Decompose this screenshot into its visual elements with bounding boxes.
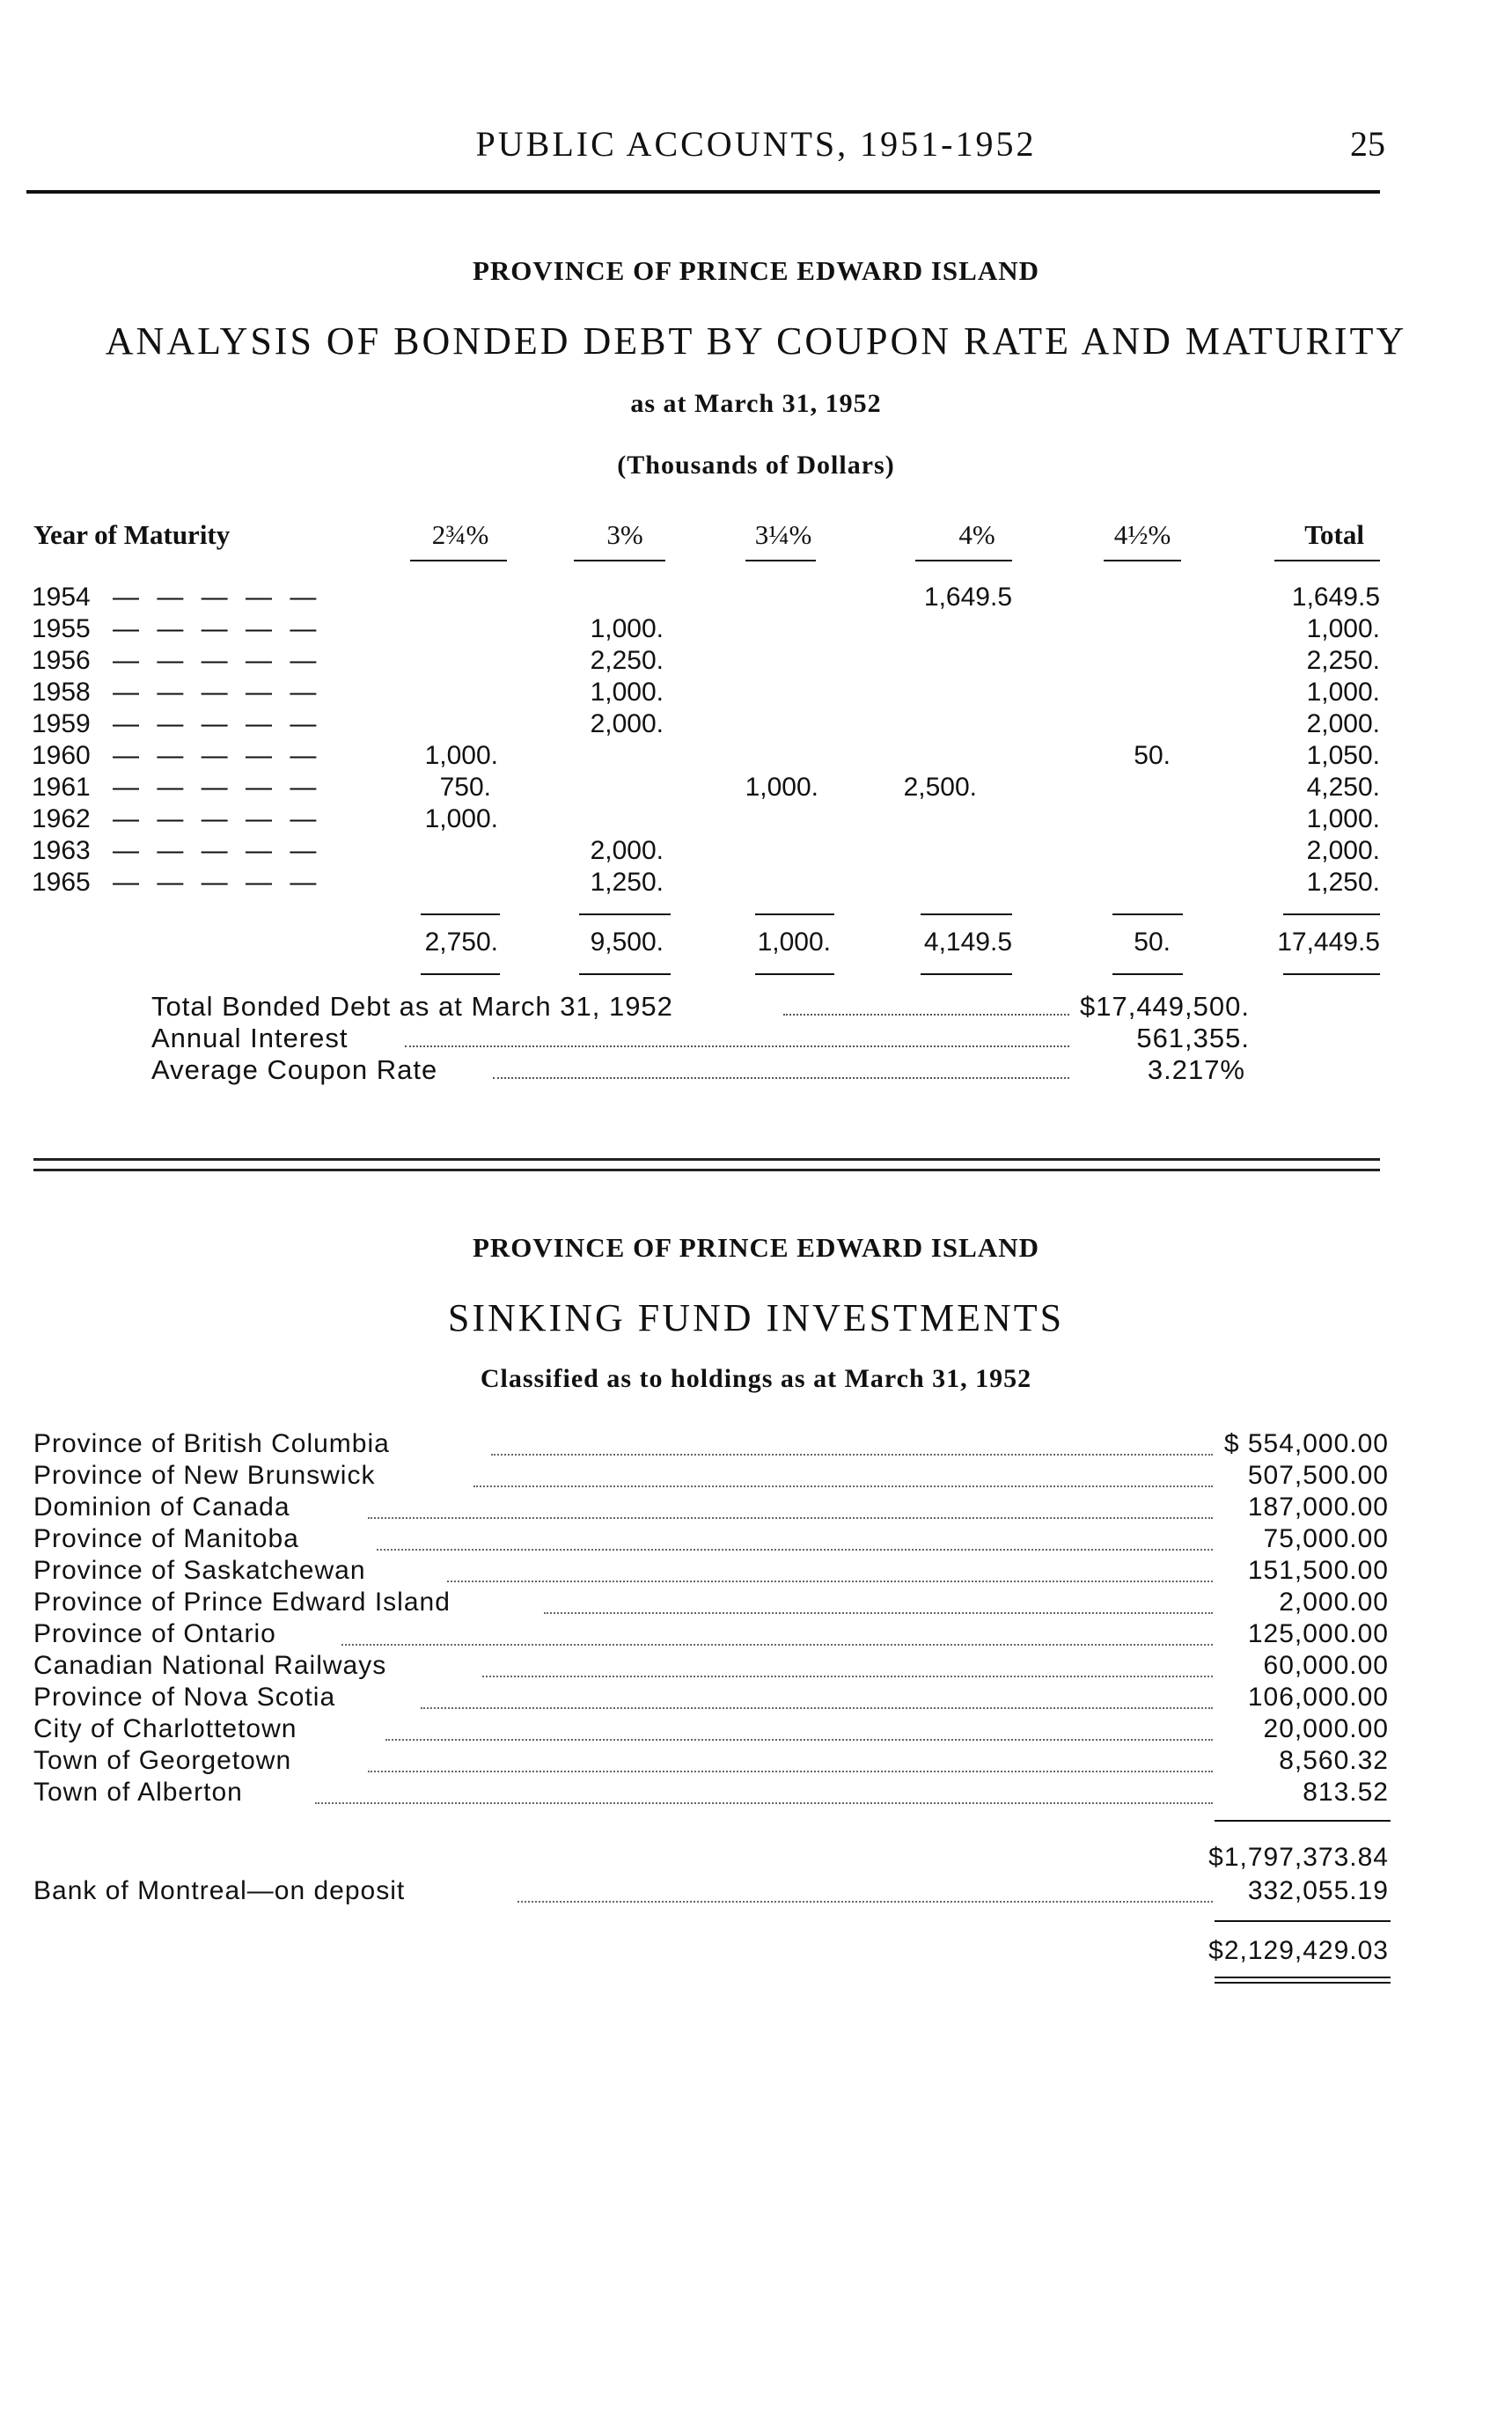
heading-rule <box>410 560 507 561</box>
holding-row <box>33 1651 1389 1683</box>
total-cell: 1,649.5 <box>1291 583 1380 612</box>
year-cell: 1963 <box>32 836 91 865</box>
summary-value: 561,355. <box>1136 1023 1250 1053</box>
heading-rule <box>1104 560 1181 561</box>
holding-name: City of Charlottetown <box>33 1714 297 1743</box>
deposit-row <box>33 1876 1389 1908</box>
grand-total-rule <box>1215 1920 1391 1922</box>
total-cell: 2,000. <box>1306 709 1380 738</box>
heading-rule <box>1274 560 1380 561</box>
year-cell: 1965 <box>32 868 91 897</box>
year-cell: 1958 <box>32 678 91 707</box>
section2-subtitle: Classified as to holdings as at March 31, 1952 <box>480 1364 1032 1393</box>
heading-rule <box>915 560 1012 561</box>
year-cell: 1955 <box>32 614 91 643</box>
total-cell: 1,000. <box>1306 804 1380 833</box>
section-separator <box>33 1158 1380 1161</box>
total-rule <box>921 913 1012 915</box>
col-rate-2-75-heading: 2¾% <box>431 519 489 550</box>
year-cell: 1961 <box>32 773 91 802</box>
total-rule <box>1283 913 1380 915</box>
header-rule <box>26 190 1380 194</box>
deposit-name: Bank of Montreal—on deposit <box>33 1876 406 1905</box>
heading-rule <box>745 560 816 561</box>
dash-leader: — — — — — <box>113 773 322 802</box>
summary-value: $17,449,500. <box>1079 991 1250 1022</box>
total-rate-3-25: 1,000. <box>757 928 831 957</box>
rate-2-75-cell: 750. <box>439 773 491 802</box>
holding-row <box>33 1746 1389 1778</box>
holding-amount: 75,000.00 <box>1263 1524 1389 1553</box>
year-cell: 1962 <box>32 804 91 833</box>
holding-name: Town of Alberton <box>33 1778 243 1807</box>
total-rate-3: 9,500. <box>590 928 664 957</box>
holding-row <box>33 1493 1389 1524</box>
total-rate-4-5: 50. <box>1134 928 1171 957</box>
holding-row <box>33 1429 1389 1461</box>
year-cell: 1954 <box>32 583 91 612</box>
holding-name: Province of Nova Scotia <box>33 1683 336 1712</box>
rate-2-75-cell: 1,000. <box>424 741 498 770</box>
total-rule <box>755 913 834 915</box>
year-cell: 1959 <box>32 709 91 738</box>
holding-name: Province of British Columbia <box>33 1429 390 1458</box>
total-rate-2-75: 2,750. <box>424 928 498 957</box>
holding-row <box>33 1461 1389 1493</box>
holding-amount: 2,000.00 <box>1279 1588 1389 1617</box>
holding-amount: $ 554,000.00 <box>1223 1429 1389 1458</box>
total-cell: 1,000. <box>1306 678 1380 707</box>
subtotal-row <box>33 1843 1389 1874</box>
summary-value: 3.217% <box>1147 1054 1245 1085</box>
dot-leader <box>493 1077 1069 1079</box>
section1-province: PROVINCE OF PRINCE EDWARD ISLAND <box>472 255 1039 286</box>
holding-name: Dominion of Canada <box>33 1493 290 1522</box>
total-cell: 2,000. <box>1306 836 1380 865</box>
total-rule <box>1283 973 1380 975</box>
holding-row <box>33 1778 1389 1809</box>
subtotal-rule <box>1215 1820 1391 1822</box>
dot-leader <box>377 1549 1213 1551</box>
holding-amount: 8,560.32 <box>1279 1746 1389 1775</box>
rate-3-cell: 2,000. <box>590 709 664 738</box>
deposit-amount: 332,055.19 <box>1247 1876 1389 1905</box>
dot-leader <box>421 1707 1213 1709</box>
dot-leader <box>544 1612 1213 1614</box>
rate-3-cell: 1,000. <box>590 678 664 707</box>
rate-3-cell: 1,000. <box>590 614 664 643</box>
holding-row <box>33 1714 1389 1746</box>
rate-3-cell: 1,250. <box>590 868 664 897</box>
grand-total-thousands: 17,449.5 <box>1277 928 1380 957</box>
total-cell: 1,050. <box>1306 741 1380 770</box>
holding-amount: 151,500.00 <box>1247 1556 1389 1585</box>
total-rule <box>755 973 834 975</box>
rate-4-5-cell: 50. <box>1134 741 1171 770</box>
holding-name: Province of Manitoba <box>33 1524 299 1553</box>
holding-name: Province of Ontario <box>33 1619 276 1648</box>
summary-label: Average Coupon Rate <box>151 1054 438 1085</box>
grand-total-amount: $2,129,429.03 <box>1208 1936 1389 1965</box>
debt-table-body <box>0 583 1512 899</box>
section1-title: ANALYSIS OF BONDED DEBT BY COUPON RATE AND MATURITY <box>105 319 1407 363</box>
running-header <box>0 123 1512 172</box>
dash-leader: — — — — — <box>113 836 322 865</box>
dash-leader: — — — — — <box>113 868 322 897</box>
holding-name: Canadian National Railways <box>33 1651 387 1680</box>
dot-leader <box>482 1676 1213 1677</box>
holding-amount: 106,000.00 <box>1247 1683 1389 1712</box>
grand-total-rule <box>1215 1977 1391 1978</box>
holding-amount: 60,000.00 <box>1263 1651 1389 1680</box>
dot-leader <box>517 1901 1213 1903</box>
dot-leader <box>368 1771 1213 1772</box>
section1-units: (Thousands of Dollars) <box>617 451 895 480</box>
publication-title: PUBLIC ACCOUNTS, 1951-1952 <box>475 124 1037 164</box>
total-cell: 4,250. <box>1306 773 1380 802</box>
dash-leader: — — — — — <box>113 678 322 707</box>
summary-label: Annual Interest <box>151 1023 349 1053</box>
section1-date: as at March 31, 1952 <box>630 389 882 418</box>
holding-amount: 507,500.00 <box>1247 1461 1389 1490</box>
total-rate-4: 4,149.5 <box>923 928 1012 957</box>
dot-leader <box>368 1517 1213 1519</box>
dash-leader: — — — — — <box>113 804 322 833</box>
holding-row <box>33 1683 1389 1714</box>
holding-amount: 20,000.00 <box>1263 1714 1389 1743</box>
rate-3-cell: 2,250. <box>590 646 664 675</box>
dot-leader <box>341 1644 1213 1646</box>
rate-2-75-cell: 1,000. <box>424 804 498 833</box>
total-rule <box>421 913 500 915</box>
summary-label: Total Bonded Debt as at March 31, 1952 <box>151 991 673 1022</box>
year-cell: 1960 <box>32 741 91 770</box>
total-rule <box>921 973 1012 975</box>
page-number: 25 <box>1350 124 1385 164</box>
rate-3-cell: 2,000. <box>590 836 664 865</box>
holding-row <box>33 1588 1389 1619</box>
col-year-heading: Year of Maturity <box>33 519 231 550</box>
dash-leader: — — — — — <box>113 614 322 643</box>
rate-4-cell: 2,500. <box>903 773 977 802</box>
total-rule <box>579 973 671 975</box>
col-rate-3-heading: 3% <box>606 519 643 550</box>
total-rule <box>1112 913 1183 915</box>
dot-leader <box>473 1485 1213 1487</box>
year-cell: 1956 <box>32 646 91 675</box>
dot-leader <box>315 1802 1213 1804</box>
total-rule <box>579 913 671 915</box>
dot-leader <box>447 1581 1213 1582</box>
rate-3-25-cell: 1,000. <box>745 773 818 802</box>
holding-name: Province of Prince Edward Island <box>33 1588 451 1617</box>
dot-leader <box>385 1739 1213 1741</box>
holding-name: Province of Saskatchewan <box>33 1556 366 1585</box>
total-cell: 2,250. <box>1306 646 1380 675</box>
section2-province: PROVINCE OF PRINCE EDWARD ISLAND <box>472 1232 1039 1263</box>
col-rate-4-heading: 4% <box>958 519 995 550</box>
total-cell: 1,000. <box>1306 614 1380 643</box>
dash-leader: — — — — — <box>113 646 322 675</box>
dot-leader <box>405 1045 1069 1047</box>
holding-name: Province of New Brunswick <box>33 1461 376 1490</box>
subtotal-amount: $1,797,373.84 <box>1208 1843 1389 1872</box>
holding-row <box>33 1619 1389 1651</box>
dash-leader: — — — — — <box>113 583 322 612</box>
holding-amount: 813.52 <box>1303 1778 1389 1807</box>
total-cell: 1,250. <box>1306 868 1380 897</box>
col-rate-4-5-heading: 4½% <box>1113 519 1171 550</box>
total-rule <box>1112 973 1183 975</box>
holding-amount: 125,000.00 <box>1247 1619 1389 1648</box>
rate-4-cell: 1,649.5 <box>923 583 1012 612</box>
holding-row <box>33 1556 1389 1588</box>
heading-rule <box>574 560 665 561</box>
col-total-heading: Total <box>1304 519 1364 550</box>
totals-row <box>0 928 1512 963</box>
dash-leader: — — — — — <box>113 741 322 770</box>
col-rate-3-25-heading: 3¼% <box>754 519 812 550</box>
grand-total-rule <box>1215 1982 1391 1984</box>
holding-amount: 187,000.00 <box>1247 1493 1389 1522</box>
total-rule <box>421 973 500 975</box>
section-separator <box>33 1169 1380 1171</box>
holding-name: Town of Georgetown <box>33 1746 292 1775</box>
holding-row <box>33 1524 1389 1556</box>
section2-title: SINKING FUND INVESTMENTS <box>447 1296 1065 1339</box>
dot-leader <box>491 1454 1213 1456</box>
grand-total-row <box>33 1936 1389 1968</box>
dash-leader: — — — — — <box>113 709 322 738</box>
